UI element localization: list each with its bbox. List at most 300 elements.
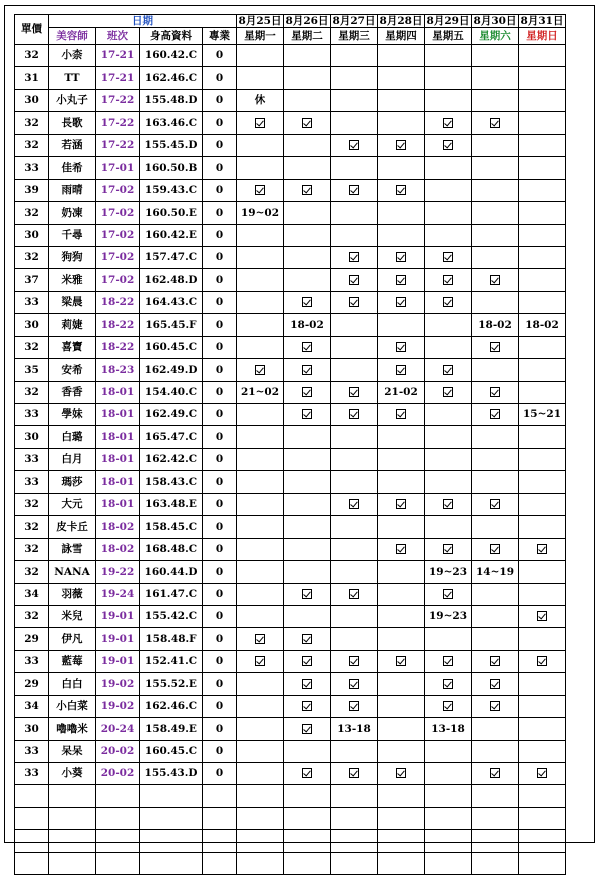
table-row bbox=[15, 561, 566, 583]
checkbox-checked-icon bbox=[349, 656, 359, 666]
day-cell bbox=[331, 359, 378, 381]
day-cell bbox=[284, 763, 331, 785]
day-cell bbox=[425, 740, 472, 762]
name-cell: 奶凍 bbox=[49, 202, 96, 224]
table-row bbox=[15, 89, 566, 111]
rate-cell: 30 bbox=[15, 426, 49, 448]
class-cell: 18-01 bbox=[96, 404, 140, 426]
checkbox-checked-icon bbox=[302, 768, 312, 778]
checkbox-checked-icon bbox=[490, 387, 500, 397]
rate-cell: 30 bbox=[15, 718, 49, 740]
empty-cell bbox=[140, 852, 203, 874]
day-cell bbox=[378, 157, 425, 179]
day-cell bbox=[284, 381, 331, 403]
table-row bbox=[15, 605, 566, 627]
day-cell bbox=[472, 269, 519, 291]
empty-cell bbox=[15, 852, 49, 874]
empty-row bbox=[15, 785, 566, 807]
day-cell bbox=[284, 718, 331, 740]
day-cell bbox=[519, 718, 566, 740]
table-row bbox=[15, 628, 566, 650]
body-data-cell: 155.48.D bbox=[140, 89, 203, 111]
day-cell bbox=[378, 740, 425, 762]
day-cell bbox=[237, 45, 284, 67]
name-cell: 皮卡丘 bbox=[49, 516, 96, 538]
special-cell: 0 bbox=[203, 291, 237, 313]
day-cell: 18-02 bbox=[284, 314, 331, 336]
table-row bbox=[15, 448, 566, 470]
class-cell: 20-02 bbox=[96, 740, 140, 762]
day-cell bbox=[472, 426, 519, 448]
checkbox-checked-icon bbox=[537, 656, 547, 666]
day-cell bbox=[284, 493, 331, 515]
rate-cell: 29 bbox=[15, 628, 49, 650]
table-row bbox=[15, 426, 566, 448]
empty-cell bbox=[15, 807, 49, 829]
name-cell: 喜寶 bbox=[49, 336, 96, 358]
empty-cell bbox=[203, 807, 237, 829]
name-cell: 雨晴 bbox=[49, 179, 96, 201]
day-cell bbox=[331, 336, 378, 358]
name-cell: 藍莓 bbox=[49, 650, 96, 672]
name-cell: TT bbox=[49, 67, 96, 89]
checkbox-checked-icon bbox=[490, 342, 500, 352]
checkbox-checked-icon bbox=[443, 297, 453, 307]
day-cell bbox=[472, 291, 519, 313]
day-cell bbox=[284, 336, 331, 358]
empty-cell bbox=[284, 785, 331, 807]
body-data-cell: 160.45.C bbox=[140, 740, 203, 762]
name-cell: 學妹 bbox=[49, 404, 96, 426]
table-row bbox=[15, 269, 566, 291]
day-cell bbox=[519, 224, 566, 246]
rate-cell: 32 bbox=[15, 202, 49, 224]
name-cell: 白璐 bbox=[49, 426, 96, 448]
empty-cell bbox=[96, 852, 140, 874]
day-cell bbox=[237, 763, 284, 785]
day-cell bbox=[284, 516, 331, 538]
day-cell bbox=[425, 426, 472, 448]
day-cell bbox=[425, 763, 472, 785]
day-cell bbox=[472, 538, 519, 560]
day-cell bbox=[519, 157, 566, 179]
table-row bbox=[15, 583, 566, 605]
day-cell: 19~23 bbox=[425, 605, 472, 627]
day-cell bbox=[519, 202, 566, 224]
day-cell bbox=[331, 404, 378, 426]
body-data-cell: 165.45.F bbox=[140, 314, 203, 336]
body-data-cell: 154.40.C bbox=[140, 381, 203, 403]
header-date: 日期 bbox=[49, 15, 237, 28]
day-cell bbox=[237, 538, 284, 560]
day-cell bbox=[472, 89, 519, 111]
checkbox-checked-icon bbox=[443, 499, 453, 509]
day-cell bbox=[284, 426, 331, 448]
header-weekday-5: 星期六 bbox=[472, 28, 519, 45]
checkbox-checked-icon bbox=[302, 342, 312, 352]
day-cell bbox=[425, 134, 472, 156]
checkbox-checked-icon bbox=[443, 679, 453, 689]
checkbox-checked-icon bbox=[302, 409, 312, 419]
table-row bbox=[15, 246, 566, 268]
day-cell bbox=[519, 45, 566, 67]
checkbox-checked-icon bbox=[443, 140, 453, 150]
table-row bbox=[15, 673, 566, 695]
day-cell bbox=[519, 605, 566, 627]
day-cell bbox=[378, 493, 425, 515]
body-data-cell: 162.42.C bbox=[140, 448, 203, 470]
day-cell bbox=[472, 493, 519, 515]
day-cell bbox=[237, 426, 284, 448]
name-cell: 小丸子 bbox=[49, 89, 96, 111]
day-cell bbox=[378, 359, 425, 381]
special-cell: 0 bbox=[203, 45, 237, 67]
checkbox-checked-icon bbox=[537, 544, 547, 554]
day-cell bbox=[331, 45, 378, 67]
class-cell: 17-01 bbox=[96, 157, 140, 179]
day-cell bbox=[237, 291, 284, 313]
header-weekday-4: 星期五 bbox=[425, 28, 472, 45]
day-cell bbox=[472, 404, 519, 426]
day-cell bbox=[472, 157, 519, 179]
day-cell bbox=[472, 134, 519, 156]
day-cell: 18-02 bbox=[519, 314, 566, 336]
day-cell bbox=[472, 763, 519, 785]
body-data-cell: 155.52.E bbox=[140, 673, 203, 695]
special-cell: 0 bbox=[203, 112, 237, 134]
checkbox-checked-icon bbox=[302, 701, 312, 711]
day-cell bbox=[425, 650, 472, 672]
day-cell bbox=[425, 336, 472, 358]
checkbox-checked-icon bbox=[396, 275, 406, 285]
day-cell bbox=[519, 695, 566, 717]
day-cell bbox=[331, 628, 378, 650]
class-cell: 19-01 bbox=[96, 650, 140, 672]
class-cell: 17-21 bbox=[96, 67, 140, 89]
table-row bbox=[15, 516, 566, 538]
day-cell bbox=[331, 89, 378, 111]
name-cell: 香香 bbox=[49, 381, 96, 403]
day-cell bbox=[331, 134, 378, 156]
day-cell bbox=[519, 628, 566, 650]
checkbox-checked-icon bbox=[490, 409, 500, 419]
day-cell: 21~02 bbox=[237, 381, 284, 403]
special-cell: 0 bbox=[203, 314, 237, 336]
day-cell bbox=[284, 89, 331, 111]
table-row bbox=[15, 650, 566, 672]
checkbox-checked-icon bbox=[396, 140, 406, 150]
body-data-cell: 159.43.C bbox=[140, 179, 203, 201]
checkbox-checked-icon bbox=[443, 275, 453, 285]
empty-cell bbox=[519, 785, 566, 807]
day-cell bbox=[378, 89, 425, 111]
table-row bbox=[15, 179, 566, 201]
rate-cell: 32 bbox=[15, 516, 49, 538]
day-cell bbox=[237, 471, 284, 493]
checkbox-checked-icon bbox=[443, 544, 453, 554]
special-cell: 0 bbox=[203, 471, 237, 493]
day-cell bbox=[378, 314, 425, 336]
day-cell bbox=[519, 740, 566, 762]
day-cell bbox=[284, 291, 331, 313]
checkbox-checked-icon bbox=[302, 118, 312, 128]
body-data-cell: 162.46.C bbox=[140, 67, 203, 89]
empty-cell bbox=[237, 852, 284, 874]
day-cell bbox=[519, 179, 566, 201]
day-cell bbox=[425, 314, 472, 336]
checkbox-checked-icon bbox=[396, 252, 406, 262]
day-cell bbox=[519, 493, 566, 515]
class-cell: 17-02 bbox=[96, 179, 140, 201]
day-cell bbox=[284, 740, 331, 762]
day-cell bbox=[237, 583, 284, 605]
day-cell bbox=[519, 471, 566, 493]
rate-cell: 30 bbox=[15, 314, 49, 336]
day-cell bbox=[472, 112, 519, 134]
empty-cell bbox=[425, 852, 472, 874]
day-cell bbox=[237, 359, 284, 381]
body-data-cell: 160.42.E bbox=[140, 224, 203, 246]
rate-cell: 34 bbox=[15, 583, 49, 605]
day-cell bbox=[519, 426, 566, 448]
rate-cell: 32 bbox=[15, 605, 49, 627]
day-cell bbox=[472, 605, 519, 627]
day-cell bbox=[331, 202, 378, 224]
body-data-cell: 158.45.C bbox=[140, 516, 203, 538]
checkbox-checked-icon bbox=[255, 365, 265, 375]
checkbox-checked-icon bbox=[396, 185, 406, 195]
empty-cell bbox=[378, 785, 425, 807]
day-cell bbox=[284, 157, 331, 179]
class-cell: 18-02 bbox=[96, 516, 140, 538]
day-cell bbox=[331, 269, 378, 291]
day-cell bbox=[237, 493, 284, 515]
name-cell: 羽薇 bbox=[49, 583, 96, 605]
day-cell bbox=[472, 695, 519, 717]
header-weekday-6: 星期日 bbox=[519, 28, 566, 45]
empty-cell bbox=[237, 807, 284, 829]
rate-cell: 39 bbox=[15, 179, 49, 201]
day-cell bbox=[378, 763, 425, 785]
rate-cell: 30 bbox=[15, 89, 49, 111]
day-cell bbox=[519, 246, 566, 268]
day-cell bbox=[378, 336, 425, 358]
checkbox-checked-icon bbox=[443, 701, 453, 711]
class-cell: 18-01 bbox=[96, 381, 140, 403]
day-cell bbox=[331, 157, 378, 179]
header-date-0: 8月25日 bbox=[237, 15, 284, 28]
checkbox-checked-icon bbox=[302, 679, 312, 689]
day-cell bbox=[378, 134, 425, 156]
rate-cell: 32 bbox=[15, 336, 49, 358]
day-cell bbox=[472, 246, 519, 268]
day-cell bbox=[378, 538, 425, 560]
empty-cell bbox=[140, 785, 203, 807]
day-cell: 休 bbox=[237, 89, 284, 111]
checkbox-checked-icon bbox=[396, 409, 406, 419]
special-cell: 0 bbox=[203, 628, 237, 650]
checkbox-checked-icon bbox=[302, 634, 312, 644]
day-cell bbox=[425, 448, 472, 470]
day-cell bbox=[331, 583, 378, 605]
day-cell bbox=[472, 67, 519, 89]
name-cell: 詠雪 bbox=[49, 538, 96, 560]
day-cell bbox=[425, 673, 472, 695]
day-cell bbox=[378, 426, 425, 448]
rate-cell: 32 bbox=[15, 381, 49, 403]
day-cell bbox=[237, 561, 284, 583]
header-class: 班次 bbox=[96, 28, 140, 45]
body-data-cell: 152.41.C bbox=[140, 650, 203, 672]
day-cell bbox=[237, 112, 284, 134]
header-date-5: 8月30日 bbox=[472, 15, 519, 28]
checkbox-checked-icon bbox=[396, 768, 406, 778]
name-cell: 長歌 bbox=[49, 112, 96, 134]
day-cell bbox=[425, 179, 472, 201]
header-name: 美容師 bbox=[49, 28, 96, 45]
day-cell bbox=[519, 673, 566, 695]
day-cell bbox=[378, 45, 425, 67]
class-cell: 19-22 bbox=[96, 561, 140, 583]
empty-cell bbox=[378, 852, 425, 874]
class-cell: 18-22 bbox=[96, 314, 140, 336]
day-cell bbox=[519, 516, 566, 538]
day-cell bbox=[378, 448, 425, 470]
checkbox-checked-icon bbox=[443, 589, 453, 599]
table-row bbox=[15, 291, 566, 313]
class-cell: 19-02 bbox=[96, 695, 140, 717]
day-cell bbox=[237, 157, 284, 179]
header-weekday-1: 星期二 bbox=[284, 28, 331, 45]
name-cell: 若涵 bbox=[49, 134, 96, 156]
empty-cell bbox=[331, 852, 378, 874]
empty-cell bbox=[284, 852, 331, 874]
rate-cell: 32 bbox=[15, 561, 49, 583]
name-cell: 伊凡 bbox=[49, 628, 96, 650]
name-cell: 狗狗 bbox=[49, 246, 96, 268]
empty-cell bbox=[425, 785, 472, 807]
empty-cell bbox=[284, 807, 331, 829]
day-cell bbox=[472, 673, 519, 695]
body-data-cell: 158.43.C bbox=[140, 471, 203, 493]
body-data-cell: 164.43.C bbox=[140, 291, 203, 313]
body-data-cell: 163.48.E bbox=[140, 493, 203, 515]
class-cell: 19-01 bbox=[96, 628, 140, 650]
body-data-cell: 160.44.D bbox=[140, 561, 203, 583]
checkbox-checked-icon bbox=[396, 365, 406, 375]
checkbox-checked-icon bbox=[443, 118, 453, 128]
body-data-cell: 160.50.B bbox=[140, 157, 203, 179]
day-cell bbox=[237, 67, 284, 89]
day-cell bbox=[425, 583, 472, 605]
rate-cell: 32 bbox=[15, 493, 49, 515]
name-cell: 小柰 bbox=[49, 45, 96, 67]
day-cell bbox=[237, 673, 284, 695]
day-cell bbox=[331, 224, 378, 246]
class-cell: 19-24 bbox=[96, 583, 140, 605]
checkbox-checked-icon bbox=[349, 185, 359, 195]
schedule-table bbox=[14, 14, 566, 875]
special-cell: 0 bbox=[203, 605, 237, 627]
day-cell bbox=[378, 695, 425, 717]
day-cell bbox=[237, 336, 284, 358]
body-data-cell: 162.48.D bbox=[140, 269, 203, 291]
day-cell bbox=[284, 202, 331, 224]
checkbox-checked-icon bbox=[349, 140, 359, 150]
header-weekday-2: 星期三 bbox=[331, 28, 378, 45]
day-cell bbox=[331, 561, 378, 583]
rate-cell: 33 bbox=[15, 740, 49, 762]
body-data-cell: 160.45.C bbox=[140, 336, 203, 358]
day-cell bbox=[378, 67, 425, 89]
day-cell bbox=[378, 269, 425, 291]
day-cell bbox=[284, 561, 331, 583]
name-cell: 小白菜 bbox=[49, 695, 96, 717]
header-date-2: 8月27日 bbox=[331, 15, 378, 28]
day-cell bbox=[378, 583, 425, 605]
day-cell bbox=[237, 246, 284, 268]
day-cell bbox=[425, 112, 472, 134]
rate-cell: 33 bbox=[15, 471, 49, 493]
day-cell bbox=[331, 695, 378, 717]
class-cell: 20-24 bbox=[96, 718, 140, 740]
special-cell: 0 bbox=[203, 426, 237, 448]
name-cell: NANA bbox=[49, 561, 96, 583]
day-cell bbox=[284, 695, 331, 717]
table-row bbox=[15, 381, 566, 403]
checkbox-checked-icon bbox=[537, 768, 547, 778]
day-cell bbox=[472, 740, 519, 762]
day-cell bbox=[425, 269, 472, 291]
body-data-cell: 165.47.C bbox=[140, 426, 203, 448]
day-cell bbox=[331, 246, 378, 268]
rate-cell: 30 bbox=[15, 224, 49, 246]
day-cell bbox=[237, 650, 284, 672]
table-row bbox=[15, 359, 566, 381]
name-cell: 呆呆 bbox=[49, 740, 96, 762]
day-cell bbox=[331, 673, 378, 695]
header-body: 身高資料 bbox=[140, 28, 203, 45]
special-cell: 0 bbox=[203, 448, 237, 470]
table-row bbox=[15, 471, 566, 493]
day-cell bbox=[284, 134, 331, 156]
body-data-cell: 168.48.C bbox=[140, 538, 203, 560]
day-cell bbox=[519, 650, 566, 672]
empty-cell bbox=[96, 785, 140, 807]
empty-cell bbox=[378, 807, 425, 829]
day-cell bbox=[519, 89, 566, 111]
rate-cell: 34 bbox=[15, 695, 49, 717]
name-cell: 嚕嚕米 bbox=[49, 718, 96, 740]
day-cell bbox=[284, 538, 331, 560]
body-data-cell: 160.50.E bbox=[140, 202, 203, 224]
day-cell bbox=[331, 67, 378, 89]
checkbox-checked-icon bbox=[396, 499, 406, 509]
day-cell bbox=[284, 448, 331, 470]
day-cell bbox=[519, 448, 566, 470]
rate-cell: 32 bbox=[15, 45, 49, 67]
class-cell: 18-02 bbox=[96, 538, 140, 560]
body-data-cell: 162.49.C bbox=[140, 404, 203, 426]
day-cell bbox=[472, 336, 519, 358]
day-cell bbox=[378, 112, 425, 134]
day-cell bbox=[378, 650, 425, 672]
checkbox-checked-icon bbox=[490, 275, 500, 285]
day-cell bbox=[284, 67, 331, 89]
day-cell bbox=[331, 314, 378, 336]
day-cell bbox=[378, 673, 425, 695]
checkbox-checked-icon bbox=[396, 656, 406, 666]
